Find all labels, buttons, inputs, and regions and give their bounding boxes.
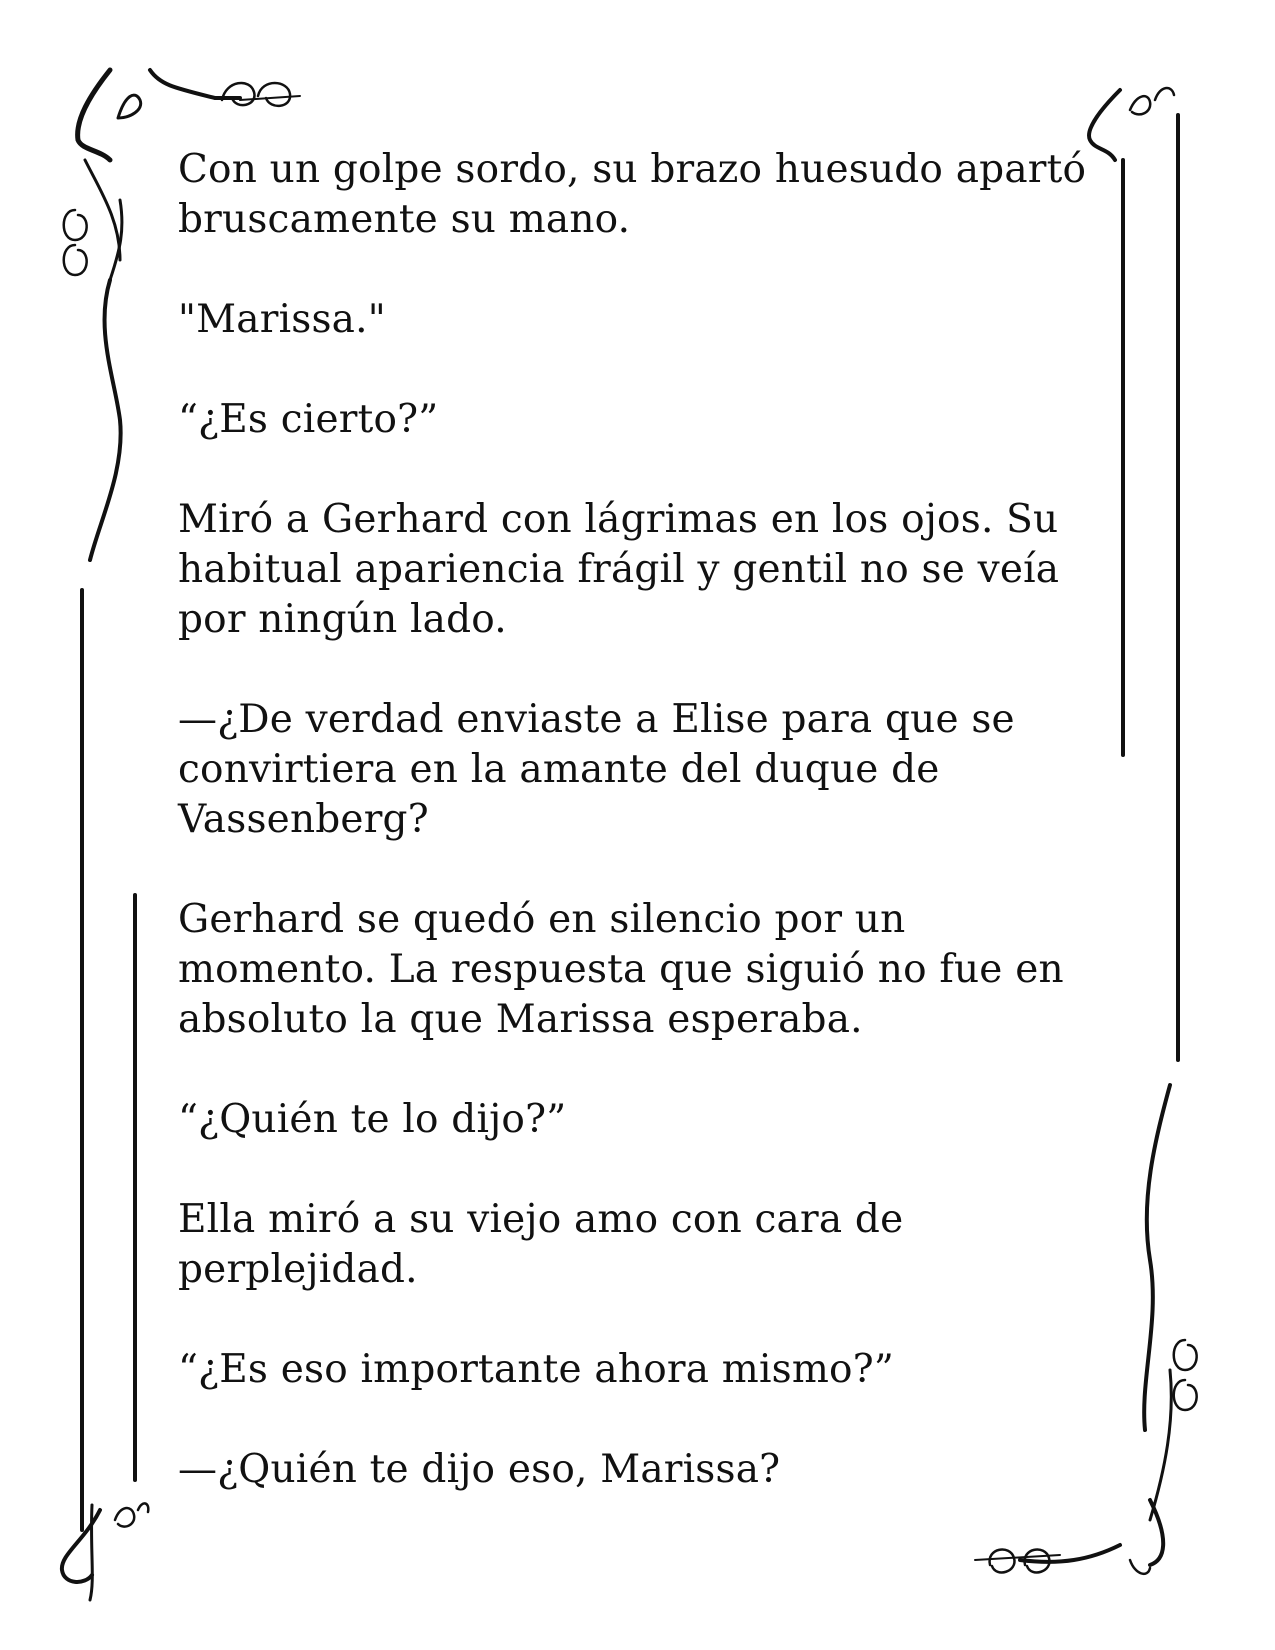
document-body	[178, 145, 1098, 1495]
paragraph: Miró a Gerhard con lágrimas en los ojos. Su habitual apariencia frágil y gentil no se veía por ningún lado.	[178, 497, 1060, 642]
paragraph: Con un golpe sordo, su brazo huesudo apartó bruscamente su mano.	[178, 147, 1087, 242]
paragraph: "Marissa."	[178, 297, 386, 342]
paragraph: Gerhard se quedó en silencio por un momento. La respuesta que siguió no fue en absoluto la que Marissa esperaba.	[178, 897, 1064, 1042]
flourish-bottom-left	[62, 1503, 148, 1600]
paragraph: Ella miró a su viejo amo con cara de perplejidad.	[178, 1197, 904, 1292]
paragraph: —¿De verdad enviaste a Elise para que se convirtiera en la amante del duque de Vassenberg?	[178, 697, 1015, 842]
paragraph: “¿Es cierto?”	[178, 397, 439, 442]
flourish-top-right	[1089, 88, 1174, 160]
paragraph: “¿Es eso importante ahora mismo?”	[178, 1347, 894, 1392]
paragraph: —¿Quién te dijo eso, Marissa?	[178, 1447, 781, 1492]
paragraph: “¿Quién te lo dijo?”	[178, 1097, 567, 1142]
